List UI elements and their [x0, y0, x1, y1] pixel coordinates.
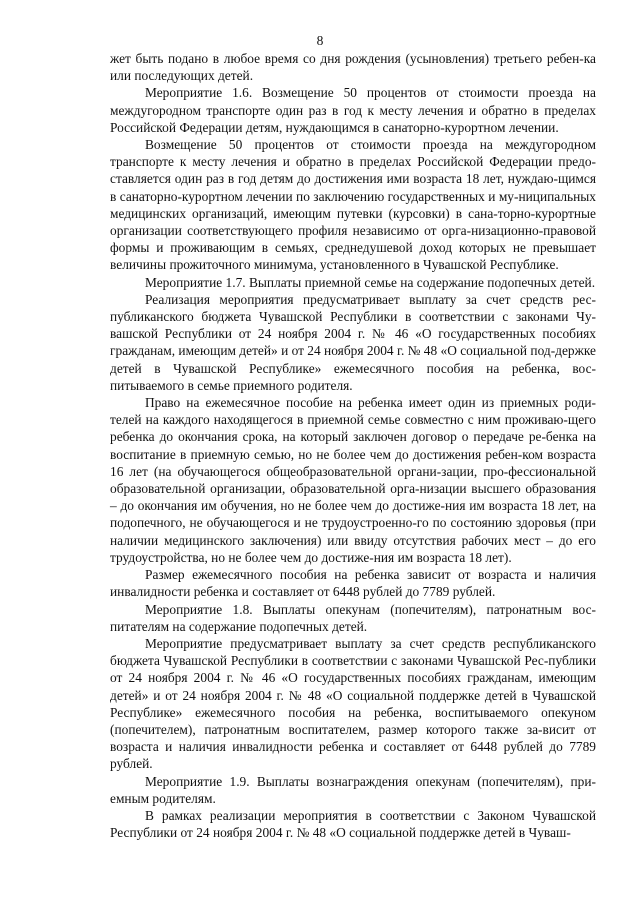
paragraph: Возмещение 50 процентов от стоимости проезда на междугородном транспорте к месту лечения и обратно в пределах Российской Федерации предо-ставляется один раз в год детям до достижения ими возраста 18 лет, нуждаю-щимся в санаторно-курортном лечении по заключению государственных и му-ниципальных медицинских организаций, имеющим путевки (курсовки) в сана-торно-курортные организации соответствующего профиля независимо от орга-низационно-правовой формы и проживающим в семьях, среднедушевой доход которых не превышает величины прожиточного минимума, установленного в Чувашской Республике.	[110, 137, 596, 273]
document-body	[110, 50, 596, 841]
paragraph: Мероприятие предусматривает выплату за счет средств республиканского бюджета Чувашской Республики в соответствии с законами Чувашской Рес-публики от 24 ноября 2004 г. № 46 «О государственных пособиях гражданам, имеющим детей» и от 24 ноября 2004 г. № 48 «О социальной поддержке детей в Чувашской Республике» ежемесячного пособия на ребенка, воспитываемого опекуном (попечителем), патронатным воспитателем, размер которого также за-висит от возраста и наличия инвалидности ребенка и составляет от 6448 рублей до 7789 рублей.	[110, 635, 596, 772]
paragraph: Размер ежемесячного пособия на ребенка зависит от возраста и наличия инвалидности ребенка и составляет от 6448 рублей до 7789 рублей.	[110, 567, 596, 600]
paragraph: Реализация мероприятия предусматривает выплату за счет средств рес-публиканского бюджета Чувашской Республики в соответствии с законами Чу-вашской Республики от 24 ноября 2004 г. № 46 «О государственных пособиях гражданам, имеющим детей» и от 24 ноября 2004 г. № 48 «О социальной под-держке детей в Чувашской Республике» ежемесячного пособия на ребенка, вос-питываемого в семье приемного родителя.	[110, 291, 596, 393]
page-number: 8	[316, 33, 324, 48]
paragraph: В рамках реализации мероприятия в соответствии с Законом Чувашской Республики от 24 ноября 2004 г. № 48 «О социальной поддержке детей в Чуваш-	[110, 807, 596, 841]
paragraph-measure-1-9: Мероприятие 1.9. Выплаты вознаграждения опекунам (попечителям), при-емным родителям.	[110, 773, 596, 806]
paragraph-measure-1-6: Мероприятие 1.6. Возмещение 50 процентов от стоимости проезда на междугородном транспорте один раз в год к месту лечения и обратно в пределах Российской Федерации детям, нуждающимся в санаторно-курортном лечении.	[110, 85, 596, 135]
paragraph-measure-1-8: Мероприятие 1.8. Выплаты опекунам (попечителям), патронатным вос-питателям на содержание подопечных детей.	[110, 601, 596, 634]
paragraph-continuation: жет быть подано в любое время со дня рождения (усыновления) третьего ребен-ка или последующих детей.	[110, 51, 596, 84]
paragraph-measure-1-7: Мероприятие 1.7. Выплаты приемной семье на содержание подопечных детей.	[145, 274, 596, 290]
paragraph: Право на ежемесячное пособие на ребенка имеет один из приемных роди-телей на каждого находящегося в приемной семье совместно с ним проживаю-щего ребенка до окончания срока, на который заключен договор о передаче ре-бенка на воспитание в приемную семью, но не более чем до достижения ребен-ком возраста 16 лет (на обучающегося общеобразовательной органи-зации, про-фессиональной образовательной организации, образовательной орга-низации высшего образования – до окончания им обучения, но не более чем до достиже-ния им возраста 18 лет, на подопечного, не обучающегося и не трудоустроенно-го по состоянию здоровья (при наличии медицинского заключения) или ввиду отсутствия рабочих мест – до его трудоустройства, но не более чем до достиже-ния им возраста 18 лет).	[110, 395, 596, 565]
